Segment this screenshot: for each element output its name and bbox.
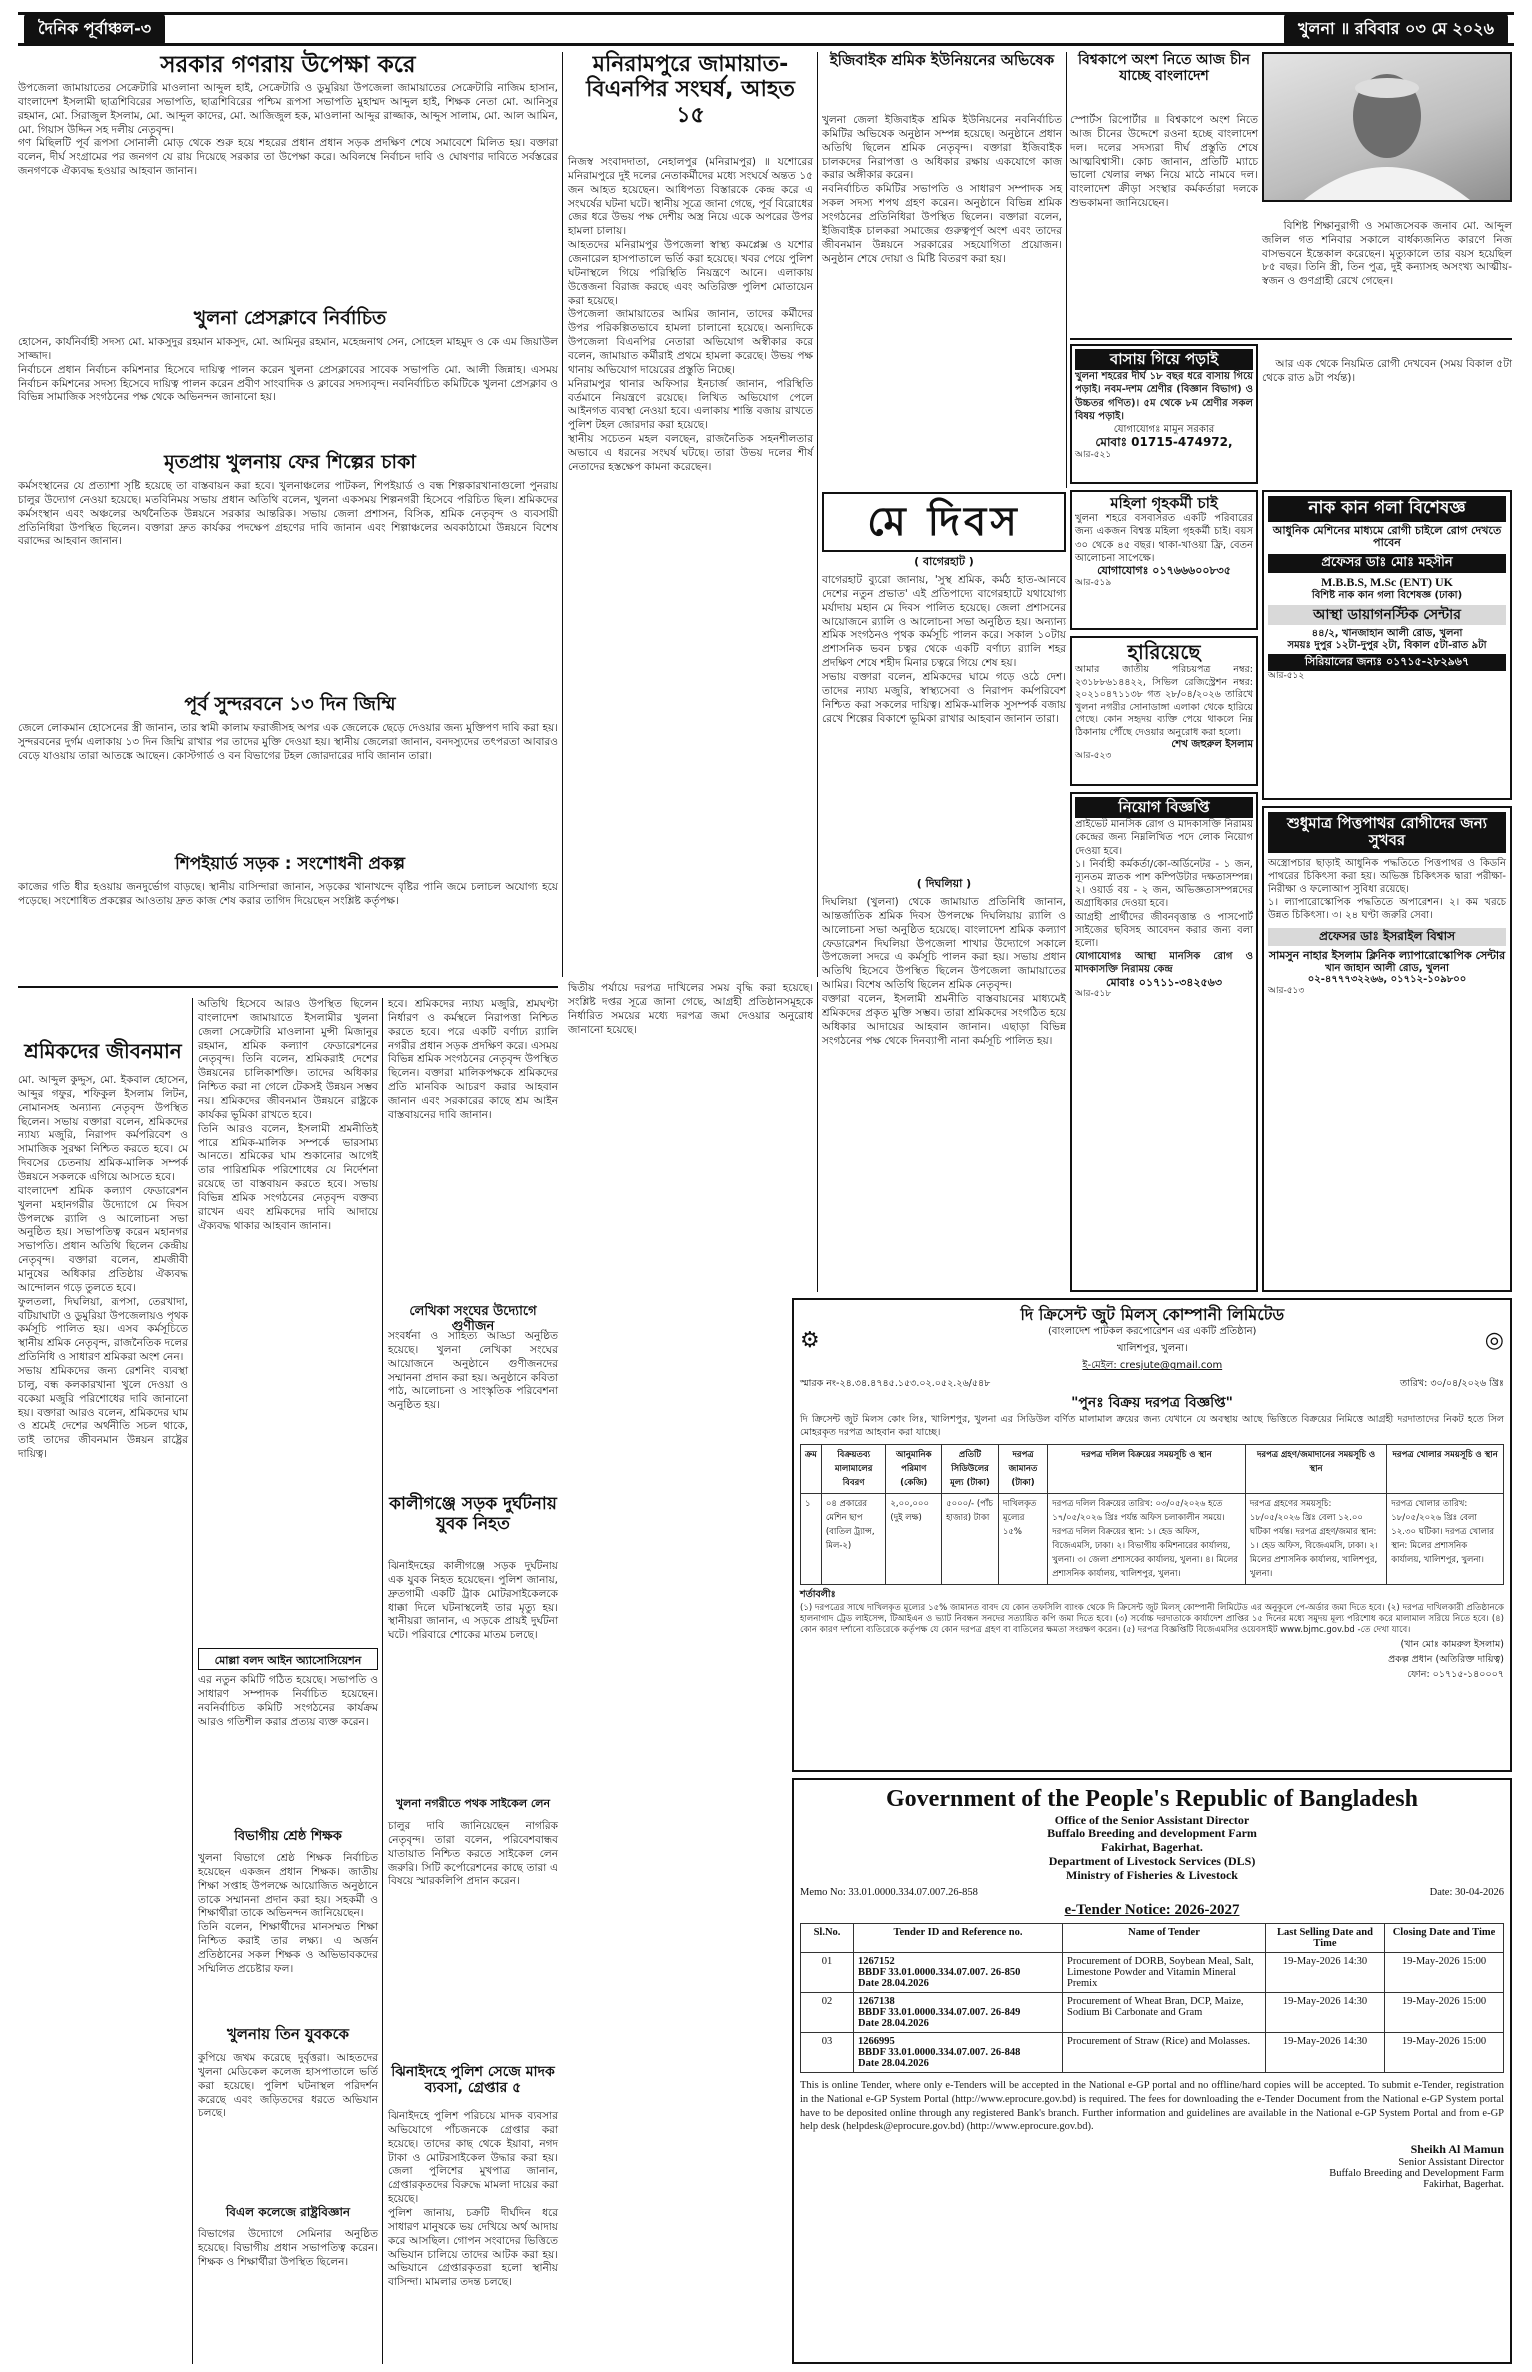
column-divider <box>192 998 193 2364</box>
ad-ref: আর-৫১৩ <box>1268 985 1305 996</box>
article-sundarban-body: জেলে লোকমান হোসেনের স্ত্রী জানান, তার স্বামী কালাম ফরাজীসহ অপর এক জেলেকে ছেড়ে দেওয়ার জন্য মুক্তিপণ দাবি করা হয়। সুন্দরবনের দুর্গম এলাকায় ১৩ দিন জিম্মি রাখার পর তাদের মুক্তি দেওয়া হয়। স্থানীয় জেলেরা জানান, বনদস্যুদের তৎপরতা আবারও বেড়ে যাওয়ায় তারা আতঙ্কে আছেন। কোস্টগার্ড ও বন বিভাগের টহল জোরদারের দাবি জানান তারা। <box>18 722 562 762</box>
headline-monirampur: মনিরামপুরে জামায়াত-বিএনপির সংঘর্ষ, আহত ১৫ <box>586 52 795 128</box>
article-col3-body: হবে। শ্রমিকদের ন্যায্য মজুরি, শ্রমঘণ্টা নির্ধারণ ও কর্মস্থলে নিরাপত্তা নিশ্চিত করতে হবে। পরে একটি বর্ণাঢ্য র‍্যালি নগরীর প্রধান সড়ক প্রদক্ষিণ করে। এসময় বিভিন্ন শ্রমিক সংগঠনের নেতৃবৃন্দ উপস্থিত ছিলেন। বক্তারা মালিকপক্ষকে শ্রমিকদের প্রতি মানবিক আচরণ করার আহবান জানান এবং সরকারের কাছে শ্রম আইন বাস্তবায়নের দাবি জানান। <box>388 998 562 1121</box>
jute-terms-title: শর্তাবলীঃ <box>800 1588 836 1600</box>
table-cell: দরপত্র খোলার তারিখ: ১৮/০৫/২০২৬ খ্রিঃ বেলা ১২.৩০ ঘটিকা। দরপত্র খোলার স্থান: মিলের প্রশাসনিক কার্যালয়, খালিশপুর, খুলনা। <box>1387 1493 1504 1584</box>
column-divider <box>817 982 818 1292</box>
column-header: প্রতিটি সিডিউলের মূল্য (টাকা) <box>942 1444 999 1493</box>
column-header: ক্রম <box>801 1444 822 1493</box>
tender-ref: BBDF 33.01.0000.334.07.007. 26-849 <box>858 2006 1021 2018</box>
ad-pitto-address: খান জাহান আলী রোড, খুলনা <box>1325 962 1449 974</box>
table-cell: 19-May-2026 14:30 <box>1266 1952 1385 1992</box>
jute-memo: স্মারক নং-২৪.৩৪.৪৭৪৫.১৫৩.০২.০৫২.২৬/৫৪৮ <box>800 1378 991 1390</box>
ad-ref: আর-৫১২ <box>1268 670 1305 681</box>
tender-signer-place: Fakirhat, Bagerhat. <box>1423 2179 1504 2191</box>
tender-ref: BBDF 33.01.0000.334.07.007. 26-848 <box>858 2046 1021 2058</box>
table-cell: 19-May-2026 15:00 <box>1385 1992 1504 2032</box>
ad-pitto <box>1262 806 1512 1292</box>
ad-nakkan-phone: সিরিয়ালের জন্যঃ ০১৭১৫-২৮২৯৬৭ <box>1268 654 1506 671</box>
column-divider <box>817 52 818 977</box>
article-khulna-tin-body: কুপিয়ে জখম করেছে দুর্বৃত্তরা। আহতদের খুলনা মেডিকেল কলেজ হাসপাতালে ভর্তি করা হয়েছে। পুলিশ ঘটনাস্থল পরিদর্শন করেছে এবং জড়িতদের ধরতে অভিযান চলছে। <box>198 2052 382 2120</box>
may-day-body: বাগেরহাট ব্যুরো জানায়, 'সুস্থ শ্রমিক, কর্মঠ হাত-আনবে দেশের নতুন প্রভাত' এই প্রতিপাদ্যে বাগেরহাটে যথাযোগ্য মর্যাদায় মহান মে দিবস পালিত হয়েছে। জেলা প্রশাসনের আয়োজনে র‍্যালি ও আলোচনা সভা অনুষ্ঠিত হয়। অন্যান্য শ্রমিক সংগঠনও পৃথক কর্মসূচি পালন করে। সকাল ১০টায় প্রশাসনিক ভবন চত্বর থেকে একটি বর্ণাঢ্য র‍্যালি শহর প্রদক্ষিণ শেষে শহীদ মিনার চত্বরে গিয়ে শেষ হয়। সভায় বক্তারা বলেন, শ্রমিকদের ঘামে গড়ে ওঠে দেশ। তাদের ন্যায্য মজুরি, স্বাস্থ্যসেবা ও নিরাপদ কর্মপরিবেশ নিশ্চিত করা সকলের দায়িত্ব। শ্রমিক-মালিক সুসম্পর্ক বজায় রেখে শিল্পের বিকাশে ভূমিকা রাখার আহবান জানান তারা। <box>822 574 1066 725</box>
tender-id: 1267152 <box>858 1955 895 1967</box>
ad-ref: আর-৫১৯ <box>1075 577 1112 588</box>
ad-niyog-contact: যোগাযোগঃ আস্থা মানসিক রোগ ও মাদকাসক্তি নিরাময় কেন্দ্র <box>1075 951 1257 976</box>
headline-khulna-tin: খুলনায় তিন যুবককে <box>226 2025 350 2043</box>
ad-pitto-clinic: সামসুন নাহার ইসলাম ক্লিনিক ল্যাপারোস্কোপিক সেন্টার <box>1268 949 1506 963</box>
article-shipyard-body: কাজের গতি ধীর হওয়ায় জনদুর্ভোগ বাড়ছে। স্থানীয় বাসিন্দারা জানান, সড়কের খানাখন্দে বৃষ্টির পানি জমে চলাচল অযোগ্য হয়ে পড়েছে। সংশোধিত প্রকল্পের আওতায় দ্রুত কাজ শেষ করার তাগিদ দিয়েছেন সংশ্লিষ্ট কর্তৃপক্ষ। <box>18 881 562 907</box>
tender-date: Date 28.04.2026 <box>858 2017 929 2029</box>
table-cell: 19-May-2026 15:00 <box>1385 2032 1504 2072</box>
paper-name: দৈনিক পূর্বাঞ্চল-৩ <box>24 14 165 45</box>
bjmc-logo-icon: ◎ <box>1484 1328 1504 1354</box>
ad-mohila <box>1070 490 1258 630</box>
headline-prescluber: খুলনা প্রেসক্লাবে নির্বাচিত <box>193 307 387 329</box>
ad-basay-title: বাসায় গিয়ে পড়াই <box>1075 349 1253 370</box>
obituary-text: বিশিষ্ট শিক্ষানুরাগী ও সমাজসেবক জনাব মো. আব্দুল জলিল গত শনিবার সকালে বার্ধক্যজনিত কারণে নিজ বাসভবনে ইন্তেকাল করেছেন। মৃত্যুকালে তার বয়স হয়েছিল ৮৫ বছর। তিনি স্ত্রী, তিন পুত্র, দুই কন্যাসহ অসংখ্য আত্মীয়-স্বজন ও গুণগ্রাহী রেখে গেছেন। <box>1262 219 1516 288</box>
headline-kaliganj: কালীগঞ্জে সড়ক দুর্ঘটনায় যুবক নিহত <box>389 1494 557 1534</box>
headline-china: বিশ্বকাপে অংশ নিতে আজ চীন যাচ্ছে বাংলাদেশ <box>1078 52 1250 85</box>
table-cell: Procurement of Wheat Bran, DCP, Maize, Sodium Bi Carbonate and Gram <box>1063 1992 1266 2032</box>
divider <box>1070 338 1512 340</box>
column-header: Closing Date and Time <box>1385 1923 1504 1952</box>
ad-pitto-body: অস্ত্রোপচার ছাড়াই আধুনিক পদ্ধতিতে পিত্তপাথর ও কিডনি পাথরের চিকিৎসা করা হয়। অভিজ্ঞ চিকিৎসক দ্বারা পরীক্ষা-নিরীক্ষা ও ফলোআপ সুবিধা রয়েছে। ১। ল্যাপারোস্কোপিক পদ্ধতিতে অপারেশন। ২। কম খরচে উন্নত চিকিৎসা। ৩। ২৪ ঘণ্টা জরুরি সেবা। <box>1268 857 1506 922</box>
jute-intro: দি ক্রিসেন্ট জুট মিলস কোং লিঃ, খালিশপুর, খুলনা এর সিডিউল বর্ণিত মালামাল ক্রয়ের জন্য যেখানে যে অবস্থায় আছে ভিত্তিতে বিক্রয়ের নিমিত্তে আগ্রহী দরদাতাদের নিকট হতে সিল মোহরকৃত দরপত্র আহবান করা যাচ্ছে। <box>800 1414 1508 1439</box>
table-cell: ১ <box>801 1493 822 1584</box>
jute-signer-title: প্রকল্প প্রধান (অতিরিক্ত দায়িত্ব) <box>1388 1654 1504 1666</box>
tender-signer-title: Senior Assistant Director <box>1398 2157 1504 2169</box>
column-divider <box>1066 52 1067 488</box>
table-cell: দরপত্র গ্রহণের সময়সূচি: ১৮/০৫/২০২৬ খ্রিঃ বেলা ১২.০০ ঘটিকা পর্যন্ত। দরপত্র গ্রহণ/জমার স্থান: ১। হেড অফিস, বিজেএমসি, ঢাকা। ২। মিলের প্রশাসনিক কার্যালয়, খালিশপুর, খুলনা। <box>1245 1493 1386 1584</box>
tender-table <box>800 1923 1504 2073</box>
article-khulna-nagar-body: চালুর দাবি জানিয়েছেন নাগরিক নেতৃবৃন্দ। তারা বলেন, পরিবেশবান্ধব যাতায়াত নিশ্চিত করতে সাইকেল লেন জরুরি। সিটি কর্পোরেশনের কাছে তারা এ বিষয়ে স্মারকলিপি প্রদান করেন। <box>388 1820 562 1888</box>
ad-hariyeche <box>1070 636 1258 786</box>
table-cell: ২,০০,০০০ (দুই লক্ষ) <box>886 1493 942 1584</box>
ad-hariyeche-name: শেখ জহুরুল ইসলাম <box>1171 739 1253 751</box>
table-cell: 03 <box>801 2032 854 2072</box>
ad-pitto-title: শুধুমাত্র পিত্তপাথর রোগীদের জন্য সুখবর <box>1268 812 1506 853</box>
jute-email: ই-মেইল: cresjute@gmail.com <box>1082 1360 1223 1372</box>
table-cell <box>854 1992 1063 2032</box>
column-header: দরপত্র খোলার সময়সূচি ও স্থান <box>1387 1444 1504 1493</box>
ad-jute-tender <box>792 1298 1512 1772</box>
headline-jhenaidah: ঝিনাইদহে পুলিশ সেজে মাদক ব্যবসা, গ্রেপ্তার ৫ <box>391 2064 555 2097</box>
page-header <box>18 12 1514 46</box>
tender-notice-title: e-Tender Notice: 2026-2027 <box>1064 1901 1240 1918</box>
table-cell: ০৪ প্রকারের মেশিন ছাপ (বাতিল ট্র্যান্স, মিল-২) <box>821 1493 886 1584</box>
tender-place: Fakirhat, Bagerhat. <box>1101 1840 1203 1855</box>
ad-nakkan-subtitle: আধুনিক মেশিনের মাধ্যমে রোগী চাইলে রোগ দেখতে পাবেন <box>1272 523 1502 550</box>
jute-company: দি ক্রিসেন্ট জুট মিলস্ কোম্পানী লিমিটেড <box>1020 1305 1285 1324</box>
jute-terms: (১) দরপত্রের সাথে দাখিলকৃত মূল্যের ১৫% জামানত বাবদ যে কোন তফসিলি ব্যাংক থেকে দি ক্রিসেন্ট জুট মিলস্ কোম্পানী লিমিটেড এর অনুকূলে পে-অর্ডার জমা দিতে হবে। (২) দরপত্র দাখিলকারী প্রতিষ্ঠানকে হালনাগাদ ট্রেড লাইসেন্স, টিআইএন ও ভ্যাট নিবন্ধন সনদের সত্যায়িত কপি জমা দিতে হবে। (৩) সর্বোচ্চ দরদাতাকে কার্যাদেশ প্রাপ্তির ১৫ দিনের মধ্যে সমুদয় মূল্য পরিশোধ করে মালামাল সরিয়ে নিতে হবে। (৪) কোন কারণ দর্শানো ব্যতিরেকে কর্তৃপক্ষ যে কোন দরপত্র গ্রহণ বা বাতিলের ক্ষমতা সংরক্ষণ করেন। (৫) দরপত্র বিজ্ঞপ্তিটি বিজেএমসির ওয়েবসাইট www.bjmc.gov.bd -তে দেখা যাবে। <box>800 1602 1507 1635</box>
headline-easybike: ইজিবাইক শ্রমিক ইউনিয়নের অভিষেক <box>829 51 1055 69</box>
table-cell: 19-May-2026 14:30 <box>1266 2032 1385 2072</box>
headline-gonotontro: সরকার গণরায় উপেক্ষা করে <box>160 52 416 78</box>
ad-basay-phone: মোবাঃ 01715-474972, <box>1095 435 1233 450</box>
article-lekhika-body: সংবর্ধনা ও সাহিত্য আড্ডা অনুষ্ঠিত হয়েছে। খুলনা লেখিকা সংঘের আয়োজনে অনুষ্ঠানে গুণীজনদের সম্মাননা প্রদান করা হয়। অনুষ্ঠানে কবিতা পাঠ, আলোচনা ও সাংস্কৃতিক পরিবেশনা অনুষ্ঠিত হয়। <box>388 1330 562 1412</box>
headline-mollahat: মোল্লা বলদ আইন অ্যাসোসিয়েশন <box>198 1648 378 1670</box>
column-header: দরপত্র দলিল বিক্রয়ের সময়সূচি ও স্থান <box>1048 1444 1246 1493</box>
tender-memo: Memo No: 33.01.0000.334.07.007.26-858 <box>800 1886 978 1898</box>
headline-shromik: শ্রমিকদের জীবনমান <box>24 1039 182 1063</box>
tender-signer: Sheikh Al Mamun <box>1410 2142 1504 2157</box>
table-cell <box>854 2032 1063 2072</box>
tender-rows <box>801 1952 1504 2072</box>
article-col2-body: অতিথি হিসেবে আরও উপস্থিত ছিলেন বাংলাদেশ জামায়াতে ইসলামীর খুলনা জেলা সেক্রেটারি মাওলানা মুন্সী মিজানুর রহমান, শ্রমিক কল্যাণ ফেডারেশনের নেতৃবৃন্দ। তিনি বলেন, শ্রমিকরাই দেশের উন্নয়নের চালিকাশক্তি। তাদের অধিকার নিশ্চিত করা না গেলে টেকসই উন্নয়ন সম্ভব নয়। শ্রমিকদের জীবনমান উন্নয়নে রাষ্ট্রকে কার্যকর ভূমিকা রাখতে হবে। তিনি আরও বলেন, ইসলামী শ্রমনীতিই পারে শ্রমিক-মালিক সম্পর্কে ভারসাম্য আনতে। শ্রমিকের ঘাম শুকানোর আগেই তার পারিশ্রমিক পরিশোধের যে নির্দেশনা রয়েছে তা বাস্তবায়ন করতে হবে। সভায় বিভিন্ন শ্রমিক সংগঠনের নেতৃবৃন্দ বক্তব্য রাখেন এবং শ্রমিকদের দাবি আদায়ে ঐক্যবদ্ধ থাকার আহবান জানান। <box>198 998 378 1232</box>
ad-hariyeche-body: আমার জাতীয় পরিচয়পত্র নম্বর: ২৩১৮৮৬১৪৪২২, সিভিল রেজিস্ট্রেশন নম্বর: ২০২১০৪৭১১৩৮ গত ২৮/০৪/২০২৬ তারিখে খুলনা নগরীর সোনাডাঙ্গা এলাকা থেকে হারিয়ে গেছে। কোন সহৃদয় ব্যক্তি পেয়ে থাকলে নিম্ন ঠিকানায় পৌঁছে দেওয়ার অনুরোধ করা হলো। <box>1075 664 1257 738</box>
tender-date: Date 28.04.2026 <box>858 1977 929 1989</box>
issue-date: খুলনা ॥ রবিবার ০৩ মে ২০২৬ <box>1284 14 1508 45</box>
ad-pitto-doctor: প্রফেসর ডাঃ ইসরাইল বিশ্বাস <box>1268 928 1506 946</box>
tender-ref: BBDF 33.01.0000.334.07.007. 26-850 <box>858 1966 1021 1978</box>
obituary-notice: আর এক থেকে নিয়মিত রোগী দেখবেন (সময় বিকাল ৫টা থেকে রাত ৯টা পর্যন্ত)। <box>1262 357 1516 384</box>
article-china-body: স্পোর্টস রিপোর্টার ॥ বিশ্বকাপে অংশ নিতে আজ চীনের উদ্দেশে রওনা হচ্ছে বাংলাদেশ দল। দলের সদস্যরা দীর্ঘ প্রস্তুতি শেষে আত্মবিশ্বাসী। কোচ জানান, প্রতিটি ম্যাচে ভালো খেলার লক্ষ্য নিয়ে মাঠে নামবে দল। বাংলাদেশ ক্রীড়া সংস্থার কর্মকর্তারা দলকে শুভকামনা জানিয়েছেন। <box>1070 114 1262 210</box>
ad-pitto-phone: ০২-৪৭৭৭৩২২৬৬, ০১৭১২-১০৯৮০০ <box>1307 974 1467 986</box>
article-jhenaidah-body: ঝিনাইদহে পুলিশ পরিচয়ে মাদক ব্যবসার অভিযোগে পাঁচজনকে গ্রেপ্তার করা হয়েছে। তাদের কাছ থেকে ইয়াবা, নগদ টাকা ও মোটরসাইকেল উদ্ধার করা হয়। জেলা পুলিশের মুখপাত্র জানান, গ্রেপ্তারকৃতদের বিরুদ্ধে মামলা দায়ের করা হয়েছে। পুলিশ জানায়, চক্রটি দীর্ঘদিন ধরে সাধারণ মানুষকে ভয় দেখিয়ে অর্থ আদায় করে আসছিল। গোপন সংবাদের ভিত্তিতে অভিযান চালিয়ে তাদের আটক করা হয়। অভিযানে গ্রেপ্তারকৃতরা হলো স্থানীয় বাসিন্দা। মামলার তদন্ত চলছে। <box>388 2110 558 2289</box>
article-kaliganj-body: ঝিনাইদহের কালীগঞ্জে সড়ক দুর্ঘটনায় এক যুবক নিহত হয়েছেন। পুলিশ জানায়, দ্রুতগামী একটি ট্রাক মোটরসাইকেলকে ধাক্কা দিলে ঘটনাস্থলেই তার মৃত্যু হয়। স্থানীয়রা জানান, এ সড়কে প্রায়ই দুর্ঘটনা ঘটে। পরিবারে শোকের মাতম চলছে। <box>388 1560 562 1642</box>
jute-logo-icon: ⚙ <box>800 1328 820 1354</box>
table-row <box>801 2032 1504 2072</box>
ad-niyog-phone: মোবাঃ ০১৭১১-৩৪২৫৬৩ <box>1106 975 1222 989</box>
tender-id: 1267138 <box>858 1995 895 2007</box>
tender-date: Date 28.04.2026 <box>858 2057 929 2069</box>
table-cell: Procurement of Straw (Rice) and Molasses. <box>1063 2032 1266 2072</box>
may-day-title-box <box>822 492 1066 552</box>
tender-farm: Buffalo Breeding and development Farm <box>1047 1826 1257 1841</box>
ad-niyog-title: নিয়োগ বিজ্ঞপ্তি <box>1075 797 1253 818</box>
table-cell: দরপত্র দলিল বিক্রয়ের তারিখ: ০৩/০৫/২০২৬ হতে ১৭/০৫/২০২৬ খ্রিঃ পর্যন্ত অফিস চলাকালীন সময়ে। দরপত্র দলিল বিক্রয়ের স্থান: ১। হেড অফিস, বিজেএমসি, ঢাকা। ২। বিভাগীয় কমিশনারের কার্যালয়, খুলনা। ৩। জেলা প্রশাসকের কার্যালয়, খুলনা। ৪। মিলের প্রশাসনিক কার্যালয়, খালিশপুর, খুলনা। <box>1048 1493 1246 1584</box>
column-header: দরপত্র গ্রহণ/জমাদানের সময়সূচি ও স্থান <box>1245 1444 1386 1493</box>
tender-id: 1266995 <box>858 2035 895 2047</box>
headline-shilper: মৃতপ্রায় খুলনায় ফের শিল্পের চাকা <box>164 451 416 473</box>
ad-gov-tender <box>792 1778 1512 2364</box>
headline-shipyard: শিপইয়ার্ড সড়ক : সংশোধনী প্রকল্প <box>174 854 406 874</box>
jute-date: তারিখ: ৩০/০৪/২০২৬ খ্রিঃ <box>1400 1378 1504 1390</box>
column-divider <box>562 52 563 977</box>
table-cell: 19-May-2026 15:00 <box>1385 1952 1504 1992</box>
headline-lekhika: লেখিকা সংঘের উদ্যোগে গুণীজন <box>409 1304 537 1334</box>
may-day-dighalia-body: দিঘলিয়া (খুলনা) থেকে জামায়াত প্রতিনিধি জানান, আন্তর্জাতিক শ্রমিক দিবস উপলক্ষে দিঘলিয়ায় র‍্যালি ও আলোচনা সভা অনুষ্ঠিত হয়েছে। বাংলাদেশ শ্রমিক কল্যাণ ফেডারেশন দিঘলিয়া উপজেলা শাখার উদ্যোগে সকালে উপজেলা সদরে এ কর্মসূচি পালন করা হয়। সভায় প্রধান অতিথি হিসেবে উপস্থিত ছিলেন উপজেলা জামায়াতের আমির। বিশেষ অতিথি ছিলেন শ্রমিক নেতৃবৃন্দ। বক্তারা বলেন, ইসলামী শ্রমনীতি বাস্তবায়নের মাধ্যমেই শ্রমিকদের প্রকৃত মুক্তি সম্ভব। তারা শ্রমিকদের সংগঠিত হয়ে অধিকার আদায়ের আহবান জানান। এছাড়া বিভিন্ন সংগঠনের পক্ষ থেকে দিনব্যাপী নানা কর্মসূচি পালিত হয়। <box>822 896 1066 1047</box>
article-mollahat-body: এর নতুন কমিটি গঠিত হয়েছে। সভাপতি ও সাধারণ সম্পাদক নির্বাচিত হয়েছেন। নবনির্বাচিত কমিটি সংগঠনের কার্যক্রম আরও গতিশীল করার প্রত্যয় ব্যক্ত করেন। <box>198 1674 382 1728</box>
jute-notice-title: "পুনঃ বিক্রয় দরপত্র বিজ্ঞপ্তি" <box>1071 1395 1233 1412</box>
table-row <box>801 1992 1504 2032</box>
article-shilper-body: কর্মসংস্থানের যে প্রত্যাশা সৃষ্টি হয়েছে তা বাস্তবায়ন করা হবে। খুলনাঞ্চলের পাটকল, শিপইয়ার্ড ও বন্ধ শিল্পকারখানাগুলো পুনরায় চালুর উদ্যোগ নেওয়া হয়েছে। মতবিনিময় সভায় প্রধান অতিথি বলেন, খুলনা একসময় শিল্পনগরী হিসেবে পরিচিত ছিল। শ্রমিকদের কর্মসংস্থান এবং অঞ্চলের অর্থনৈতিক উন্নয়নে সরকার আন্তরিক। সভায় জেলা প্রশাসন, বিসিক, শ্রমিক নেতৃবৃন্দ ও ব্যবসায়ী প্রতিনিধিরা উপস্থিত ছিলেন। বক্তারা দ্রুত কার্যকর পদক্ষেপ গ্রহণের দাবি জানান এবং শিল্পাঞ্চলের অবকাঠামো উন্নয়নে বিশেষ বরাদ্দের আহবান জানান। <box>18 480 562 548</box>
ad-nakkan-time: সময়ঃ দুপুর ১২টা-দুপুর ২টা, বিকাল ৫টা-রাত ৯টা <box>1287 639 1487 651</box>
table-row <box>801 1952 1504 1992</box>
jute-signer-phone: ফোন: ০১৭১৫-১৪০০০৭ <box>1407 1669 1504 1681</box>
headline-sundarban: পূর্ব সুন্দরবনে ১৩ দিন জিম্মি <box>184 693 396 715</box>
table-cell <box>854 1952 1063 1992</box>
tender-footer: This is online Tender, where only e-Tenders will be accepted in the National e-GP portal and no offline/hard copies will be accepted. To submit e-Tender, registration in the National e-GP System Portal (http://www.eprocure.gov.bd) is required. The fees for downloading the e-Tender Document from the National e-GP System portal have to be deposited online through any registered Bank's branch. Further information and guidelines are available in the National e-GP System Portal and from e-GP help desk (helpdesk@eprocure.gov.bd) (http://www.eprocure.gov.bd). <box>800 2079 1507 2133</box>
jute-header <box>800 1306 1504 1375</box>
column-header: Tender ID and Reference no. <box>854 1923 1063 1952</box>
ad-basay <box>1070 344 1258 484</box>
jute-sub1: (বাংলাদেশ পাটকল করপোরেশন এর একটি প্রতিষ্ঠান) <box>1048 1326 1257 1338</box>
ad-nakkan-doctor: প্রফেসর ডাঃ মোঃ মহসীন <box>1268 554 1506 573</box>
ad-nakkan-clinic: আস্থা ডায়াগনস্টিক সেন্টার <box>1268 605 1506 625</box>
jute-table <box>800 1444 1504 1585</box>
tender-signature <box>800 2142 1504 2190</box>
tender-dept: Department of Livestock Services (DLS) <box>1048 1853 1256 1868</box>
ad-hariyeche-title: হারিয়েছে <box>1127 640 1201 664</box>
tender-office: Office of the Senior Assistant Director <box>1054 1812 1250 1827</box>
divider <box>18 986 558 988</box>
ad-niyog-body: প্রাইভেট মানসিক রোগ ও মাদকাসক্তি নিরাময় কেন্দ্রের জন্য নিম্নলিখিত পদে লোক নিয়োগ দেওয়া হবে। ১। নির্বাহী কর্মকর্তা/কো-অর্ডিনেটর - ১ জন, ন্যূনতম স্নাতক পাশ কম্পিউটার দক্ষতাসম্পন্ন। ২। ওয়ার্ড বয় - ২ জন, অভিজ্ঞতাসম্পন্নদের অগ্রাধিকার দেওয়া হবে। আগ্রহী প্রার্থীদের জীবনবৃত্তান্ত ও পাসপোর্ট সাইজের ছবিসহ আবেদন করার জন্য বলা হলো। <box>1075 819 1253 949</box>
ad-ref: আর-৫১৮ <box>1075 989 1112 1000</box>
column-header: Sl.No. <box>801 1923 854 1952</box>
tender-signer-farm: Buffalo Breeding and Development Farm <box>1329 2168 1504 2180</box>
ad-nakkan-address: ৪৪/২, খানজাহান আলী রোড, খুলনা <box>1311 628 1463 640</box>
headline-may-day: মে দিবস <box>867 499 1021 545</box>
article-shromik-body: মো. আব্দুল কুদ্দুস, মো. ইকবাল হোসেন, আব্দুর গফুর, শফিকুল ইসলাম লিটন, নোমানসহ অন্যান্য নেতৃবৃন্দ উপস্থিত ছিলেন। সভায় বক্তারা বলেন, শ্রমিকদের ন্যায্য মজুরি, নিরাপদ কর্মপরিবেশ ও সামাজিক সুরক্ষা নিশ্চিত করতে হবে। মে দিবসের চেতনায় শ্রমিক-মালিক সম্পর্ক উন্নয়নে সকলকে এগিয়ে আসতে হবে। বাংলাদেশ শ্রমিক কল্যাণ ফেডারেশন খুলনা মহানগরীর উদ্যোগে মে দিবস উপলক্ষে র‍্যালি ও আলোচনা সভা অনুষ্ঠিত হয়। সভাপতিত্ব করেন মহানগর সভাপতি। প্রধান অতিথি ছিলেন কেন্দ্রীয় নেতৃবৃন্দ। বক্তারা বলেন, শ্রমজীবী মানুষের অধিকার প্রতিষ্ঠায় ঐক্যবদ্ধ আন্দোলন গড়ে তুলতে হবে। ফুলতলা, দিঘলিয়া, রূপসা, তেরখাদা, বটিয়াঘাটা ও ডুমুরিয়া উপজেলায়ও পৃথক কর্মসূচি পালিত হয়। এসব কর্মসূচিতে স্থানীয় শ্রমিক নেতৃবৃন্দ, রাজনৈতিক দলের প্রতিনিধি ও সাধারণ শ্রমিকরা অংশ নেন। সভায় শ্রমিকদের জন্য রেশনিং ব্যবস্থা চালু, বন্ধ কলকারখানা খুলে দেওয়া ও বকেয়া মজুরি পরিশোধের দাবি জানানো হয়। বক্তারা আরও বলেন, শ্রমিকদের ঘাম ও শ্রমেই দেশের অর্থনীতি সচল থাকে, তাই তাদের জীবনমান উন্নয়ন রাষ্ট্রের দায়িত্ব। <box>18 1074 188 1461</box>
tender-gov: Government of the People's Republic of Bangladesh <box>886 1786 1418 1812</box>
may-day-dighalia-title: ( দিঘলিয়া ) <box>916 877 972 890</box>
article-gonotontro-body: উপজেলা জামায়াতের সেক্রেটারি মাওলানা আব্দুল হাই, সেক্রেটারি ও ডুমুরিয়া উপজেলা জামায়াতের সেক্রেটারি নাজিম হাসান, বাংলাদেশ ইসলামী ছাত্রশিবিরের সভাপতি, ছাত্রশিবিরের পশ্চিম রূপসা সভাপতি মুহাম্মদ আব্দুল হাই, শিক্ষক নেতা মো. আনিসুর রহমান, মো. সিরাজুল ইসলাম, মো. আব্দুল কাদের, মো. আজিজুল হক, মাওলানা আব্দুর রাজ্জাক, আব্দুস সালাম, মো. আল আমিন, মো. গিয়াস উদ্দিন সহ দলীয় নেতৃবৃন্দ। গণ মিছিলটি পূর্ব রূপসা সোনালী মোড় থেকে শুরু হয়ে শহরের প্রধান প্রধান সড়ক প্রদক্ষিণ শেষে সমাবেশে মিলিত হয়। বক্তারা বলেন, দীর্ঘ সংগ্রামের পর জনগণ যে রায় দিয়েছে সরকার তা উপেক্ষা করে। অবিলম্বে নির্বাচন দাবি ও ঘোষণার দাবিতে সর্বস্তরের জনগণকে ঐক্যবদ্ধ হওয়ার আহবান জানান। <box>18 82 558 178</box>
article-bibhag-body: খুলনা বিভাগে শ্রেষ্ঠ শিক্ষক নির্বাচিত হয়েছেন একজন প্রধান শিক্ষক। জাতীয় শিক্ষা সপ্তাহ উপলক্ষে আয়োজিত অনুষ্ঠানে তাকে সম্মাননা প্রদান করা হয়। সহকর্মী ও শিক্ষার্থীরা তাকে অভিনন্দন জানিয়েছেন। তিনি বলেন, শিক্ষার্থীদের মানসম্মত শিক্ষা নিশ্চিত করাই তার লক্ষ্য। এ অর্জন প্রতিষ্ঠানের সকল শিক্ষক ও অভিভাবকদের সম্মিলিত প্রচেষ্টার ফল। <box>198 1852 378 1975</box>
column-header: দরপত্র জামানত (টাকা) <box>998 1444 1047 1493</box>
ad-nakkan-title: নাক কান গলা বিশেষজ্ঞ <box>1268 496 1506 522</box>
ad-mohila-title: মহিলা গৃহকর্মী চাই <box>1110 494 1218 512</box>
jute-sub2: খালিশপুর, খুলনা। <box>1116 1343 1188 1355</box>
headline-biel: বিএল কলেজে রাষ্ট্রবিজ্ঞান <box>225 2205 351 2219</box>
article-prescluber-body: হোসেন, কার্যনির্বাহী সদস্য মো. মাকসুদুর রহমান মাকসুদ, মো. আমিনুর রহমান, মহেন্দ্রনাথ সেন, সোহেল মাহমুদ ও কে এম জিয়াউল সাজ্জাদ। নির্বাচনে প্রধান নির্বাচন কমিশনার হিসেবে দায়িত্ব পালন করেন খুলনা প্রেসক্লাবের সাবেক সভাপতি মো. আলী জিন্নাহ। এসময় নির্বাচন কমিশনের সদস্য হিসেবে দায়িত্ব পালন করেন প্রবীণ সাংবাদিক ও ক্লাবের সদস্যবৃন্দ। নবনির্বাচিত কমিটিকে খুলনা প্রেসক্লাব ও বিভিন্ন সামাজিক সংগঠনের পক্ষ থেকে অভিনন্দন জানানো হয়। <box>18 336 558 404</box>
table-cell: 02 <box>801 1992 854 2032</box>
jute-signer: (খান মোঃ কামরুল ইসলাম) <box>1400 1639 1504 1651</box>
ad-basay-contact: যোগাযোগঃ মামুন সরকার <box>1113 424 1215 435</box>
article-biel-body: বিভাগের উদ্যোগে সেমিনার অনুষ্ঠিত হয়েছে। বিভাগীয় প্রধান সভাপতিত্ব করেন। শিক্ষক ও শিক্ষার্থীরা উপস্থিত ছিলেন। <box>198 2228 382 2268</box>
jute-signature <box>800 1638 1504 1683</box>
table-cell: Procurement of DORB, Soybean Meal, Salt, Limestone Powder and Vitamin Mineral Premix <box>1063 1952 1266 1992</box>
column-header: Last Selling Date and Time <box>1266 1923 1385 1952</box>
ad-nakkan-degree: M.B.B.S, M.Sc (ENT) UK <box>1321 574 1453 589</box>
obituary-photo <box>1262 52 1512 202</box>
may-day-subtitle: ( বাগেরহাট ) <box>914 555 974 568</box>
table-cell: 19-May-2026 14:30 <box>1266 1992 1385 2032</box>
ad-ref: আর-৫২৩ <box>1075 750 1112 761</box>
jute-table-header <box>801 1444 1504 1493</box>
tender-ministry: Ministry of Fisheries & Livestock <box>1066 1867 1238 1882</box>
ad-mohila-body: খুলনা শহরে বসবাসরত একটি পরিবারের জন্য একজন বিশ্বস্ত মহিলা গৃহকর্মী চাই। বয়স ৩০ থেকে ৪৫ বছর। থাকা-খাওয়া ফ্রি, বেতন আলোচনা সাপেক্ষে। <box>1075 513 1257 564</box>
headline-bibhag: বিভাগীয় শ্রেষ্ঠ শিক্ষক <box>234 1829 342 1844</box>
article-easybike-body: খুলনা জেলা ইজিবাইক শ্রমিক ইউনিয়নের নবনির্বাচিত কমিটির অভিষেক অনুষ্ঠান সম্পন্ন হয়েছে। অনুষ্ঠানে প্রধান অতিথি ছিলেন শ্রমিক নেতৃবৃন্দ। বক্তারা ইজিবাইক চালকদের নিরাপত্তা ও অধিকার রক্ষায় একযোগে কাজ করার অঙ্গীকার করেন। নবনির্বাচিত কমিটির সভাপতি ও সাধারণ সম্পাদক সহ সকল সদস্য শপথ গ্রহণ করেন। অনুষ্ঠানে বিভিন্ন শ্রমিক সংগঠনের প্রতিনিধিরা উপস্থিত ছিলেন। বক্তারা বলেন, ইজিবাইক চালকরা সমাজের গুরুত্বপূর্ণ অংশ এবং তাদের জীবনমান উন্নয়নে সরকারের সহযোগিতা প্রয়োজন। অনুষ্ঠান শেষে দোয়া ও মিষ্টি বিতরণ করা হয়। <box>822 114 1062 265</box>
ad-nakkan <box>1262 490 1512 800</box>
table-row <box>801 1493 1504 1584</box>
ad-nakkan-extra: বিশিষ্ট নাক কান গলা বিশেষজ্ঞ (ঢাকা) <box>1311 589 1463 601</box>
headline-khulna-nagar: খুলনা নগরীতে পথক সাইকেল লেন <box>395 1797 551 1810</box>
column-header: বিক্রয়তব্য মালামালের বিবরণ <box>821 1444 886 1493</box>
tender-table-header <box>801 1923 1504 1952</box>
person-photo-icon <box>1264 54 1510 200</box>
article-monirampur-body: নিজস্ব সংবাদদাতা, নেহালপুর (মনিরামপুর) ॥ যশোরের মনিরামপুরে দুই দলের নেতাকর্মীদের মধ্যে সংঘর্ষে অন্তত ১৫ জন আহত হয়েছেন। আধিপত্য বিস্তারকে কেন্দ্র করে এ সংঘর্ষের ঘটনা ঘটে। স্থানীয় সূত্রে জানা গেছে, পূর্ব বিরোধের জের ধরে উভয় পক্ষ দেশীয় অস্ত্র নিয়ে একে অপরের উপর হামলা চালায়। আহতদের মনিরামপুর উপজেলা স্বাস্থ্য কমপ্লেক্স ও যশোর জেনারেল হাসপাতালে ভর্তি করা হয়েছে। খবর পেয়ে পুলিশ ঘটনাস্থলে গিয়ে পরিস্থিতি নিয়ন্ত্রণে আনে। এলাকায় উত্তেজনা বিরাজ করছে এবং অতিরিক্ত পুলিশ মোতায়েন করা হয়েছে। উপজেলা জামায়াতের আমির জানান, তাদের কর্মীদের উপর পরিকল্পিতভাবে হামলা চালানো হয়েছে। অন্যদিকে উপজেলা বিএনপির নেতারা অভিযোগ অস্বীকার করে বলেন, জামায়াত কর্মীরাই প্রথমে হামলা করেছে। উভয় পক্ষ থানায় অভিযোগ দায়েরের প্রস্তুতি নিচ্ছে। মনিরামপুর থানার অফিসার ইনচার্জ জানান, পরিস্থিতি বর্তমানে নিয়ন্ত্রণে রয়েছে। লিখিত অভিযোগ পেলে আইনগত ব্যবস্থা নেওয়া হবে। এলাকায় শান্তি বজায় রাখতে পুলিশ টহল জোরদার করা হয়েছে। স্থানীয় সচেতন মহল বলছেন, রাজনৈতিক সহনশীলতার অভাবে এ ধরনের সংঘর্ষ ঘটছে। তারা উভয় দলের শীর্ষ নেতাদের হস্তক্ষেপ কামনা করেছেন। <box>568 156 813 473</box>
column-header: আনুমানিক পরিমাণ (কেজি) <box>886 1444 942 1493</box>
table-cell: 01 <box>801 1952 854 1992</box>
column-header: Name of Tender <box>1063 1923 1266 1952</box>
ad-mohila-phone: যোগাযোগঃ ০১৭৬৬৬০০৮৩৫ <box>1097 564 1231 577</box>
column-divider <box>382 998 383 2364</box>
ad-basay-body: খুলনা শহরের দীর্ঘ ১৮ বছর ধরে বাসায় গিয়ে পড়াই। নবম-দশম শ্রেণীর (বিজ্ঞান বিভাগ) ও উচ্চতর গণিত)। ৫ম থেকে ৮ম শ্রেণীর সকল বিষয় পড়াই। <box>1075 371 1257 422</box>
table-cell: ৫০০০/- (পাঁচ হাজার) টাকা <box>942 1493 999 1584</box>
table-cell: দাখিলকৃত মূল্যের ১৫% <box>998 1493 1047 1584</box>
article-eidgah-body: দ্বিতীয় পর্যায়ে দরপত্র দাখিলের সময় বৃদ্ধি করা হয়েছে। সংশ্লিষ্ট দপ্তর সূত্রে জানা গেছে, আগ্রহী প্রতিষ্ঠানসমূহকে নির্ধারিত সময়ের মধ্যে দরপত্র জমা দেওয়ার অনুরোধ জানানো হয়েছে। <box>568 982 817 1036</box>
tender-date: Date: 30-04-2026 <box>1429 1886 1504 1898</box>
ad-niyog <box>1070 792 1258 1292</box>
ad-ref: আর-৫২১ <box>1075 449 1112 460</box>
